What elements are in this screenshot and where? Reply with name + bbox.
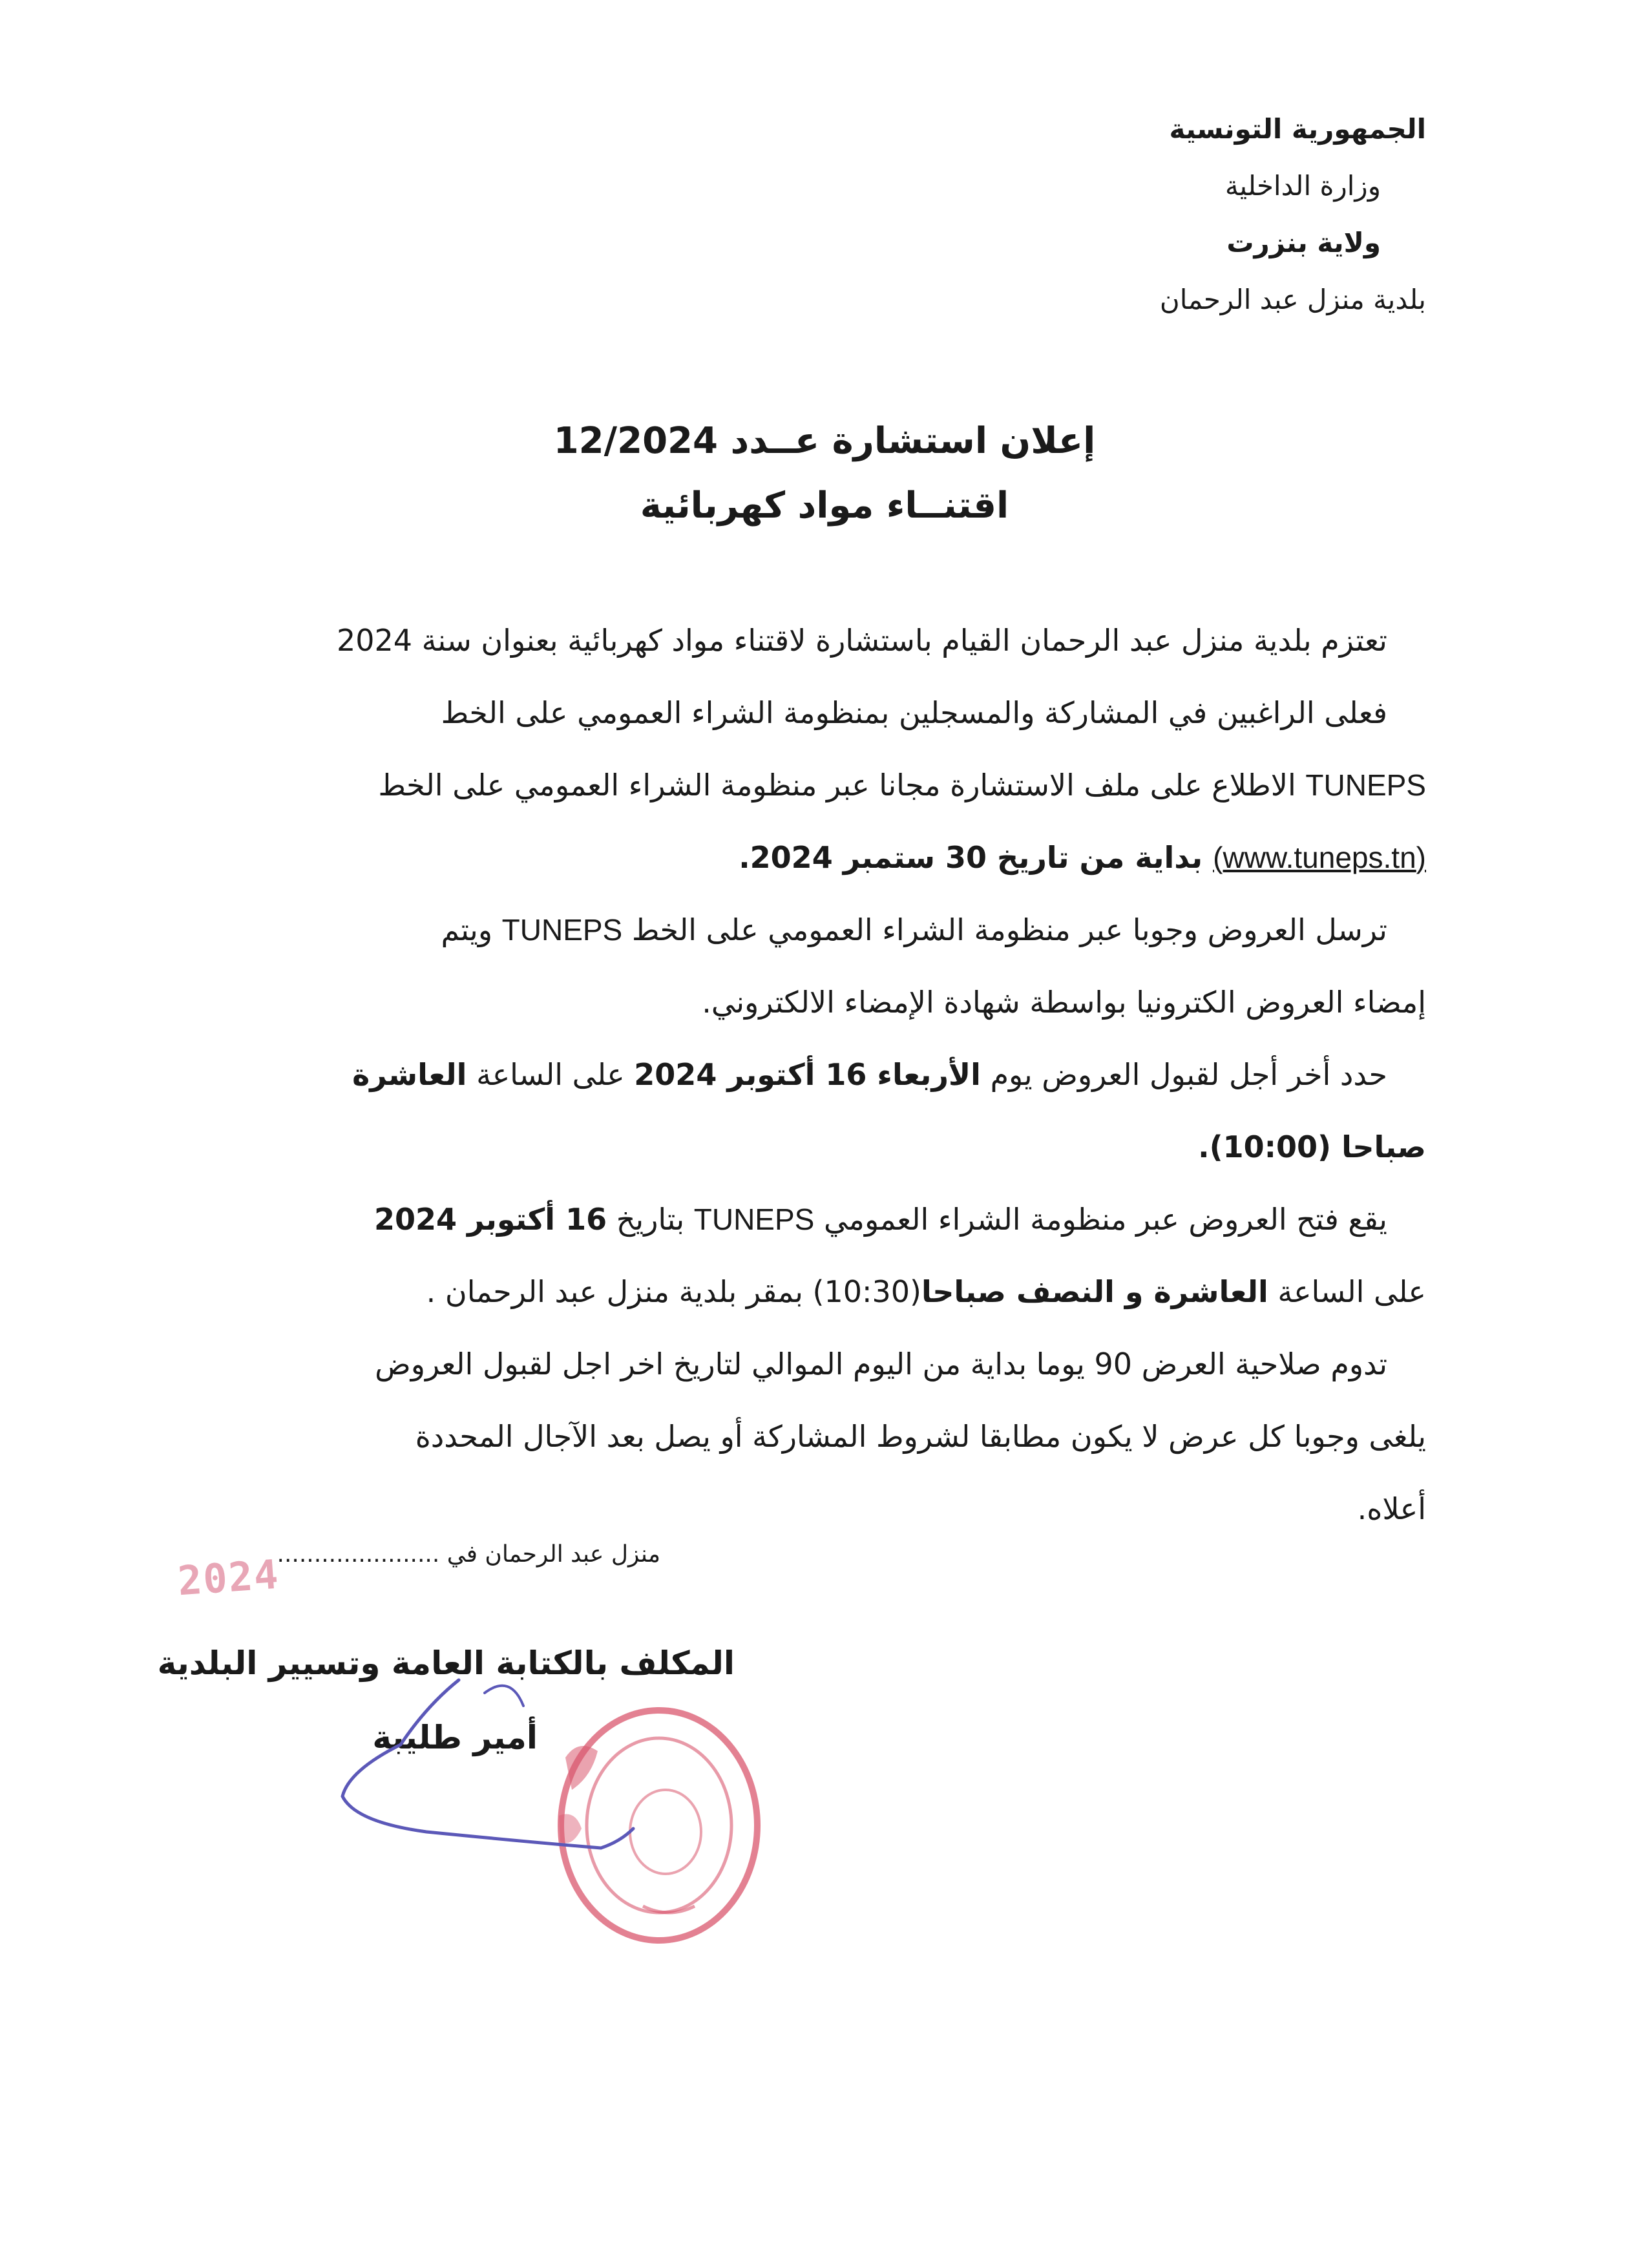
para4-line1	[211, 1183, 1426, 1255]
title-text: إعلان استشارة عــدد	[717, 420, 1096, 462]
opening-date: 16 أكتوبر 2024	[373, 1202, 607, 1237]
opening-hour: العاشرة و النصف صباحا	[921, 1274, 1268, 1309]
tuneps-text: TUNEPS	[693, 1202, 815, 1236]
announcement-title	[0, 420, 1649, 462]
tuneps-link[interactable]: (www.tuneps.tn)	[1213, 841, 1426, 874]
governorate-name: ولاية بنزرت	[1226, 227, 1381, 258]
announcement-body	[211, 604, 1426, 1545]
opening-hour-label: على الساعة	[1268, 1274, 1426, 1309]
date-stamp: 2024	[176, 1550, 281, 1605]
deadline-text: حدد أخر أجل لقبول العروض يوم	[980, 1057, 1387, 1092]
para1-line2: فعلى الراغبين في المشاركة والمسجلين بمنظومة الشراء العمومي على الخط	[441, 695, 1387, 730]
republic-name: الجمهورية التونسية	[1169, 113, 1426, 145]
para2-line2: إمضاء العروض الكترونيا بواسطة شهادة الإمضاء الالكتروني.	[702, 985, 1426, 1020]
deadline-hour-label: على الساعة	[467, 1057, 635, 1092]
opening-place: (10:30) بمقر بلدية منزل عبد الرحمان .	[426, 1274, 921, 1309]
para1-line1: تعتزم بلدية منزل عبد الرحمان القيام باستشارة لاقتناء مواد كهربائية بعنوان سنة 2024	[336, 623, 1387, 658]
announcement-subject: اقتنــاء مواد كهربائية	[640, 485, 1009, 527]
para3-line2: صباحا (10:00).	[1198, 1129, 1426, 1164]
place-date: منزل عبد الرحمان في ......................	[277, 1541, 660, 1568]
title-number: 12	[553, 420, 604, 462]
opening-date-label: بتاريخ	[607, 1202, 694, 1237]
tuneps-text: TUNEPS	[1305, 768, 1426, 802]
signer-name: أمير طليبة	[372, 1719, 538, 1756]
para4-line2	[211, 1255, 1426, 1328]
para1-line3-text: الاطلاع على ملف الاستشارة مجانا عبر منظومة الشراء العمومي على الخط	[378, 768, 1306, 803]
para3-line1	[211, 1038, 1426, 1111]
title-year: /2024	[604, 420, 718, 462]
para1-line3	[211, 749, 1426, 821]
para5-line1: تدوم صلاحية العرض 90 يوما بداية من اليوم الموالي لتاريخ اخر اجل لقبول العروض	[375, 1347, 1387, 1381]
ministry-name: وزارة الداخلية	[1224, 170, 1381, 202]
tuneps-text: TUNEPS	[501, 913, 623, 947]
municipality-name: بلدية منزل عبد الرحمان	[1159, 284, 1426, 315]
para2-line1	[211, 894, 1426, 966]
para2-text: ترسل العروض وجوبا عبر منظومة الشراء العمومي على الخط	[622, 912, 1387, 947]
header-block	[1160, 110, 1426, 319]
signer-title: المكلف بالكتابة العامة وتسيير البلدية	[157, 1644, 735, 1682]
para5-line2: يلغى وجوبا كل عرض لا يكون مطابقا لشروط المشاركة أو يصل بعد الآجال المحددة	[415, 1419, 1426, 1454]
start-date-text: بداية من تاريخ 30 ستمبر 2024.	[739, 840, 1213, 875]
deadline-hour: العاشرة	[352, 1057, 467, 1092]
para1-line4	[211, 821, 1426, 894]
para5-line3: أعلاه.	[1357, 1491, 1426, 1526]
deadline-date: الأربعاء 16 أكتوبر 2024	[634, 1057, 981, 1092]
para2-text-end: ويتم	[441, 912, 502, 947]
opening-text: يقع فتح العروض عبر منظومة الشراء العمومي	[814, 1202, 1387, 1237]
handwritten-signature-icon	[330, 1667, 666, 1861]
